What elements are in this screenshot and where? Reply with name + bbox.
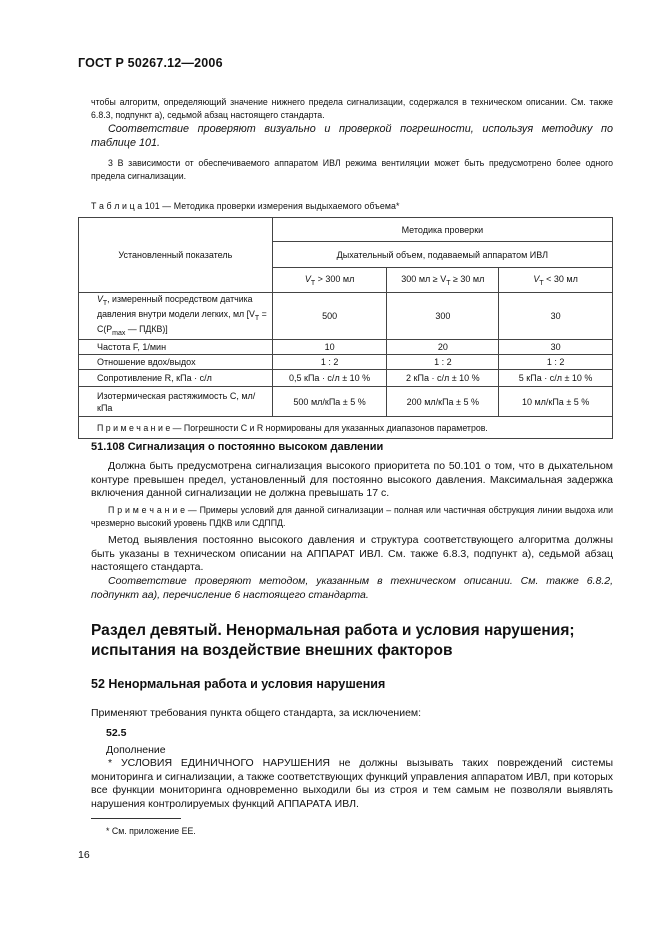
table-row <box>79 293 613 340</box>
subsection-52-5: 52.5 <box>106 727 127 739</box>
row-label: Изотермическая растяжимость C, мл/кПа <box>79 387 273 417</box>
table-row <box>79 355 613 370</box>
table-cell: 0,5 кПа · с/л ± 10 % <box>272 370 387 387</box>
section-52-paragraph: Применяют требования пункта общего стандарта, за исключением: <box>91 707 422 719</box>
table-cell: 5 кПа · с/л ± 10 % <box>499 370 613 387</box>
section-52-5-paragraph: * УСЛОВИЯ ЕДИНИЧНОГО НАРУШЕНИЯ не должны вызывать таких повреждений системы мониторинга и сигнализации, а также соответствующих функций управления аппаратом ИВЛ, при которых все функции мониторинга одновременно выходили бы из строя и тем самым не позволяли выявлять нарушения контролируемых функций АППАРАТА ИВЛ. <box>91 757 613 810</box>
table-cell: 500 <box>272 293 387 340</box>
table-caption: Т а б л и ц а 101 — Методика проверки измерения выдыхаемого объема* <box>91 201 400 211</box>
table-cell: 200 мл/кПа ± 5 % <box>387 387 499 417</box>
row-label: Отношение вдох/выдох <box>79 355 273 370</box>
row-label: Частота F, 1/мин <box>79 340 273 355</box>
section-51108-paragraph: Должна быть предусмотрена сигнализация высокого приоритета по 50.101 о том, что в дыхательном контуре превышен предел, установленный для постоянно высокого давления. Максимальная задержка включения данной сигнализации не должна превышать 17 с. <box>91 460 613 499</box>
table-cell: 500 мл/кПа ± 5 % <box>272 387 387 417</box>
footnote-divider <box>91 818 181 819</box>
table-cell: 2 кПа · с/л ± 10 % <box>387 370 499 387</box>
section-51108-compliance: Соответствие проверяют методом, указанным в техническом описании. См. также 6.8.2, подпункт аа), перечисление 6 настоящего стандарта. <box>91 575 613 601</box>
header-method-cell: Методика проверки <box>272 218 612 242</box>
table-cell: 30 <box>499 293 613 340</box>
section-9-title: Раздел девятый. Ненормальная работа и условия нарушения; испытания на воздействие внешних факторов <box>91 622 575 659</box>
table-cell: 20 <box>387 340 499 355</box>
row-label: $V_T$, измеренный посредством датчика давления внутри модели легких, мл [$V_T = C(P_{max}$ — ПДКВ)] <box>79 293 273 340</box>
section-51108-method-paragraph: Метод выявления постоянно высокого давления и структура соответствующего алгоритма должны быть указаны в техническом описании на АППАРАТ ИВЛ. См. также 6.8.3, подпункт а), седьмой абзац настоящего стандарта. <box>91 534 613 573</box>
table-cell: 30 <box>499 340 613 355</box>
row-label: Сопротивление R, кПа · с/л <box>79 370 273 387</box>
table-row <box>79 370 613 387</box>
table-row <box>79 340 613 355</box>
table-row <box>79 387 613 417</box>
page-number: 16 <box>78 849 90 861</box>
method-table <box>78 217 613 439</box>
table-cell: 10 <box>272 340 387 355</box>
section-51108-note: П р и м е ч а н и е — Примеры условий для данной сигнализации – полная или частичная обструкция линии выдоха или чрезмерно высокий уровень ПДКВ или СДППД. <box>91 505 613 528</box>
table-note: П р и м е ч а н и е — Погрешности C и R нормированы для указанных диапазонов параметров. <box>79 417 613 439</box>
table-cell: 1 : 2 <box>387 355 499 370</box>
compliance-paragraph: Соответствие проверяют визуально и проверкой погрешности, используя методику по таблице 101. <box>91 123 613 149</box>
section-52-title: 52 Ненормальная работа и условия нарушения <box>91 677 386 691</box>
header-volume-cell: Дыхательный объем, подаваемый аппаратом ИВЛ <box>272 242 612 268</box>
section-51108-title: 51.108 Сигнализация о постоянно высоком давлении <box>91 441 384 453</box>
column-header-3: $V_T < 30$ мл <box>499 268 613 293</box>
document-header: ГОСТ Р 50267.12—2006 <box>78 56 223 70</box>
column-header-2: 300 мл ≥ $V_T \ge 30$ мл <box>387 268 499 293</box>
table-cell: 1 : 2 <box>272 355 387 370</box>
table-cell: 300 <box>387 293 499 340</box>
table-cell: 1 : 2 <box>499 355 613 370</box>
subsection-label: Дополнение <box>106 744 166 756</box>
note-3-paragraph: 3 В зависимости от обеспечиваемого аппаратом ИВЛ режима вентиляции может быть предусмотрено более одного предела сигнализации. <box>91 158 613 181</box>
table-cell: 10 мл/кПа ± 5 % <box>499 387 613 417</box>
footnote: * См. приложение ЕЕ. <box>106 826 196 836</box>
intro-paragraph: чтобы алгоритм, определяющий значение нижнего предела сигнализации, содержался в техническом описании. См. также 6.8.3, подпункт а), седьмой абзац настоящего стандарта. <box>91 97 613 120</box>
column-header-1: $V_T > 300$ мл <box>272 268 387 293</box>
header-param-cell: Установленный показатель <box>79 218 273 293</box>
